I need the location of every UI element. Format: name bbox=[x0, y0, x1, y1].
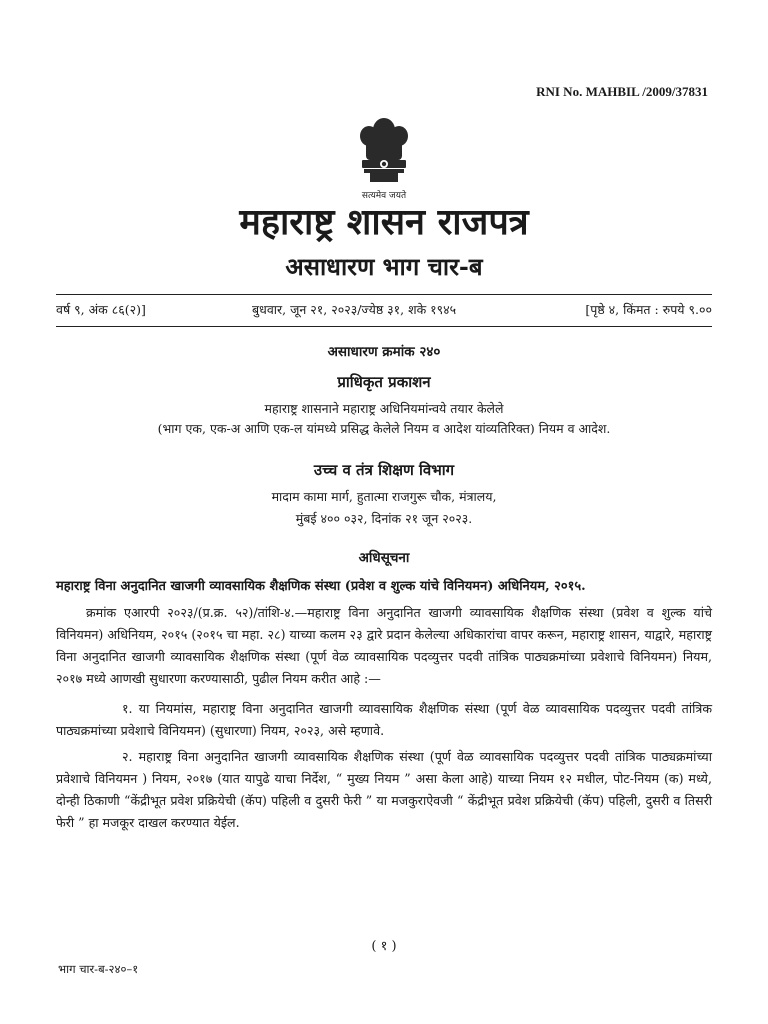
emblem-motto: सत्यमेव जयते bbox=[361, 191, 407, 201]
extraordinary-number: असाधारण क्रमांक २४० bbox=[327, 344, 441, 360]
bottom-rule bbox=[56, 326, 712, 327]
issue-info-row bbox=[56, 301, 712, 321]
paragraph-rule-1: १. या नियमांस, महाराष्ट्र विना अनुदानित खाजगी व्यावसायिक शैक्षणिक संस्था (पूर्ण वेळ व्यावसायिक पदव्युत्तर पदवी तांत्रिक पाठ्यक्रमांच्या प्रवेशाचे विनियमन) (सुधारणा) नियम, २०२३, असे म्हणावे. bbox=[56, 701, 712, 738]
gazette-title: महाराष्ट्र शासन राजपत्र bbox=[239, 201, 529, 243]
rni-number: RNI No. MAHBIL /2009/37831 bbox=[536, 84, 708, 99]
authority-line-2: (भाग एक, एक-अ आणि एक-ल यांमध्ये प्रसिद्ध केलेले नियम व आदेश यांव्यतिरिक्त) नियम व आदेश. bbox=[157, 421, 611, 436]
paragraph-preamble: क्रमांक एआरपी २०२३/(प्र.क्र. ५२)/तांशि-४.—महाराष्ट्र विना अनुदानित खाजगी व्यावसायिक शैक्षणिक संस्था (प्रवेश व शुल्क यांचे विनियमन) अधिनियम, २०१५ (२०१५ चा महा. २८) याच्या कलम २३ द्वारे प्रदान केलेल्या अधिकारांचा वापर करून, महाराष्ट्र शासन, याद्वारे, महाराष्ट्र विना अनुदानित खाजगी व्यावसायिक शैक्षणिक संस्था (पूर्ण वेळ व्यावसायिक पदव्युत्तर पदवी तांत्रिक पाठ्यक्रमांच्या प्रवेशाचे विनियमन) नियम, २०१७ मध्ये आणखी सुधारणा करण्यासाठी, पुढील नियम करीत आहे :— bbox=[56, 605, 712, 686]
paragraph-rule-2: २. महाराष्ट्र विना अनुदानित खाजगी व्यावसायिक शैक्षणिक संस्था (पूर्ण वेळ व्यावसायिक पदव्युत्तर पदवी तांत्रिक पाठ्यक्रमांच्या प्रवेशाचे विनियमन ) नियम, २०१७ (यात यापुढे याचा निर्देश, “ मुख्य नियम ” असा केला आहे) याच्या नियम १२ मधील, पोट-नियम (क) मध्ये, दोन्ही ठिकाणी “केंद्रीभूत प्रवेश प्रक्रियेची (कॅप) पहिली व दुसरी फेरी ” या मजकुराऐवजी “ केंद्रीभूत प्रवेश प्रक्रियेची (कॅप) पहिली, दुसरी व तिसरी फेरी ” हा मजकूर दाखल करण्यात येईल. bbox=[56, 749, 712, 830]
department-address-2: मुंबई ४०० ०३२, दिनांक २१ जून २०२३. bbox=[295, 511, 473, 526]
volume-number: वर्ष ९, अंक ८६(२)] bbox=[56, 302, 146, 317]
issue-date: बुधवार, जून २१, २०२३/ज्येष्ठ ३१, शके १९४५ bbox=[252, 302, 457, 317]
department-address-1: मादाम कामा मार्ग, हुतात्मा राजगुरू चौक, मंत्रालय, bbox=[271, 489, 497, 504]
act-title: महाराष्ट्र विना अनुदानित खाजगी व्यावसायिक शैक्षणिक संस्था (प्रवेश व शुल्क यांचे विनियमन) अधिनियम, २०१५. bbox=[56, 579, 586, 594]
pages-price: [पृष्ठे ४, किंमत : रुपये ९.०० bbox=[585, 302, 712, 317]
national-emblem-icon bbox=[344, 112, 424, 204]
department-name: उच्च व तंत्र शिक्षण विभाग bbox=[313, 461, 455, 479]
authority-title: प्राधिकृत प्रकाशन bbox=[337, 373, 431, 391]
authority-line-1: महाराष्ट्र शासनाने महाराष्ट्र अधिनियमांन्वये तयार केलेले bbox=[264, 401, 504, 416]
notification-heading: अधिसूचना bbox=[358, 550, 410, 566]
page-number: ( १ ) bbox=[371, 939, 397, 954]
gazette-subtitle: असाधारण भाग चार-ब bbox=[285, 252, 483, 281]
footer-code: भाग चार-ब-२४०–१ bbox=[58, 962, 139, 976]
top-rule bbox=[56, 294, 712, 295]
